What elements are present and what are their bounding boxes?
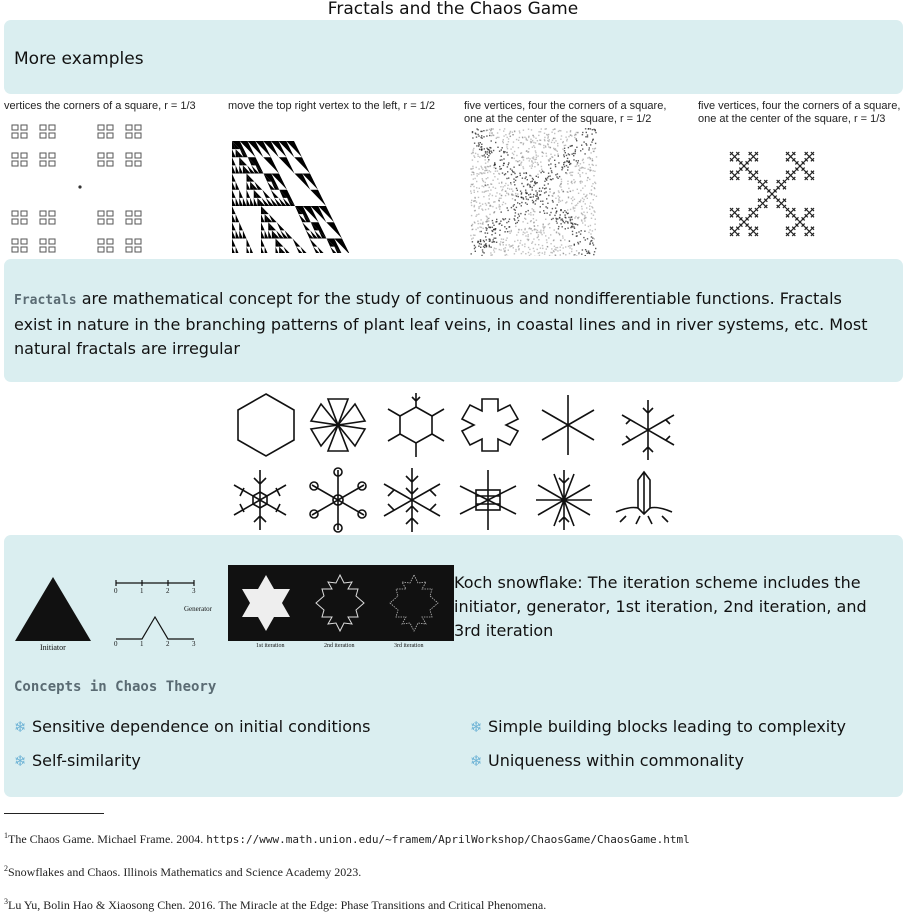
snowflake-fern: [234, 470, 286, 530]
snowflake-bullet-icon: ❄: [14, 717, 32, 737]
snowflake-dense-dendrite: [536, 470, 592, 530]
iteration-1-label: 1st iteration: [256, 643, 285, 649]
example-five-vertices-r13: [698, 100, 904, 258]
concept-text: Self-similarity: [32, 751, 141, 770]
generator-label: Generator: [184, 605, 213, 613]
example-caption: five vertices, four the corners of a square, one at the center of the square, r = 1/3: [698, 100, 904, 126]
concept-text: Simple building blocks leading to complexity: [488, 717, 846, 736]
fractals-text: are mathematical concept for the study of continuous and nondifferentiable functions. Fractals exist in nature in the branching patterns of plant leaf veins, in coastal lines and in river systems, etc. Most natural fractals are irregular: [14, 289, 867, 358]
snowflake-stellar: [384, 468, 440, 532]
concept-item: [14, 751, 141, 771]
snowflake-plate: [460, 470, 516, 530]
koch-initiator-image: [14, 575, 98, 651]
example-caption: move the top right vertex to the left, r = 1/2: [228, 100, 460, 113]
concept-item: [14, 717, 370, 737]
koch-iterations-image: [228, 565, 454, 649]
example-caption: five vertices, four the corners of a square, one at the center of the square, r = 1/2: [464, 100, 696, 126]
fractals-term: Fractals: [14, 293, 77, 308]
concept-text: Uniqueness within commonality: [488, 751, 744, 770]
tick-0: 0: [114, 587, 118, 595]
snowflake-star-outline: [462, 399, 518, 451]
snowflake-hexagon: [238, 394, 294, 456]
footnote-text: The Chaos Game. Michael Frame. 2004.: [8, 832, 206, 846]
concept-item: [470, 751, 744, 771]
tick-3: 3: [192, 640, 196, 647]
footnote-number: 2: [4, 864, 8, 873]
koch-caption: Koch snowflake: The iteration scheme includes the initiator, generator, 1st iteration, 2nd iteration, and 3rd iteration: [454, 571, 884, 643]
tick-2: 2: [166, 640, 170, 647]
footnote-number: 1: [4, 831, 8, 840]
snowflake-lines: [542, 395, 594, 455]
sierpinski-trapezoid-image: [228, 113, 460, 253]
tick-1: 1: [140, 640, 144, 647]
koch-and-concepts-panel: [4, 535, 903, 797]
example-caption: vertices the corners of a square, r = 1/3: [4, 100, 226, 113]
concept-text: Sensitive dependence on initial conditions: [32, 717, 370, 736]
snowflake-bullet-icon: ❄: [470, 751, 488, 771]
koch-generator-image: [112, 577, 222, 647]
square-fractal-image: [4, 113, 226, 253]
page-title: Fractals and the Chaos Game: [0, 0, 906, 19]
footnote-link[interactable]: https://www.math.union.edu/~framem/AprilWorkshop/ChaosGame/ChaosGame.html: [206, 833, 689, 846]
tick-2: 2: [166, 587, 170, 595]
tick-3: 3: [192, 587, 196, 595]
footnote-2: [4, 864, 361, 880]
iteration-3-label: 3rd iteration: [394, 643, 424, 649]
footnote-divider: [4, 813, 104, 814]
snowflake-dendrite: [622, 400, 674, 460]
snowflake-column: [616, 472, 672, 524]
tick-1: 1: [140, 587, 144, 595]
footnote-1: [4, 831, 690, 847]
snowflake-petal: [311, 399, 365, 451]
snowflake-bullet-icon: ❄: [14, 751, 32, 771]
five-vertex-dense-image: [464, 126, 696, 256]
section-heading: More examples: [14, 49, 144, 69]
concept-item: [470, 717, 846, 737]
footnote-text: Snowflakes and Chaos. Illinois Mathematics and Science Academy 2023.: [8, 865, 361, 879]
tick-0: 0: [114, 640, 118, 647]
five-vertex-x-image: [698, 126, 904, 256]
iteration-2-label: 2nd iteration: [324, 643, 355, 649]
concepts-heading: Concepts in Chaos Theory: [14, 679, 216, 695]
example-five-vertices-r12: [464, 100, 696, 258]
snowflake-hex-arms: [388, 393, 444, 457]
example-square-r13: [4, 100, 226, 258]
more-examples-panel: [4, 20, 903, 94]
footnote-text: Lu Yu, Bolin Hao & Xiaosong Chen. 2016. The Miracle at the Edge: Phase Transitions and Critical Phenomena.: [8, 898, 546, 912]
snowflake-gallery: [230, 390, 690, 535]
snowflake-beaded: [310, 468, 366, 532]
footnote-number: 3: [4, 897, 8, 906]
initiator-label: Initiator: [40, 643, 66, 651]
example-shifted-vertex: [228, 100, 460, 258]
snowflake-bullet-icon: ❄: [470, 717, 488, 737]
fractals-definition-panel: [4, 259, 903, 382]
fractals-definition: [14, 287, 884, 361]
